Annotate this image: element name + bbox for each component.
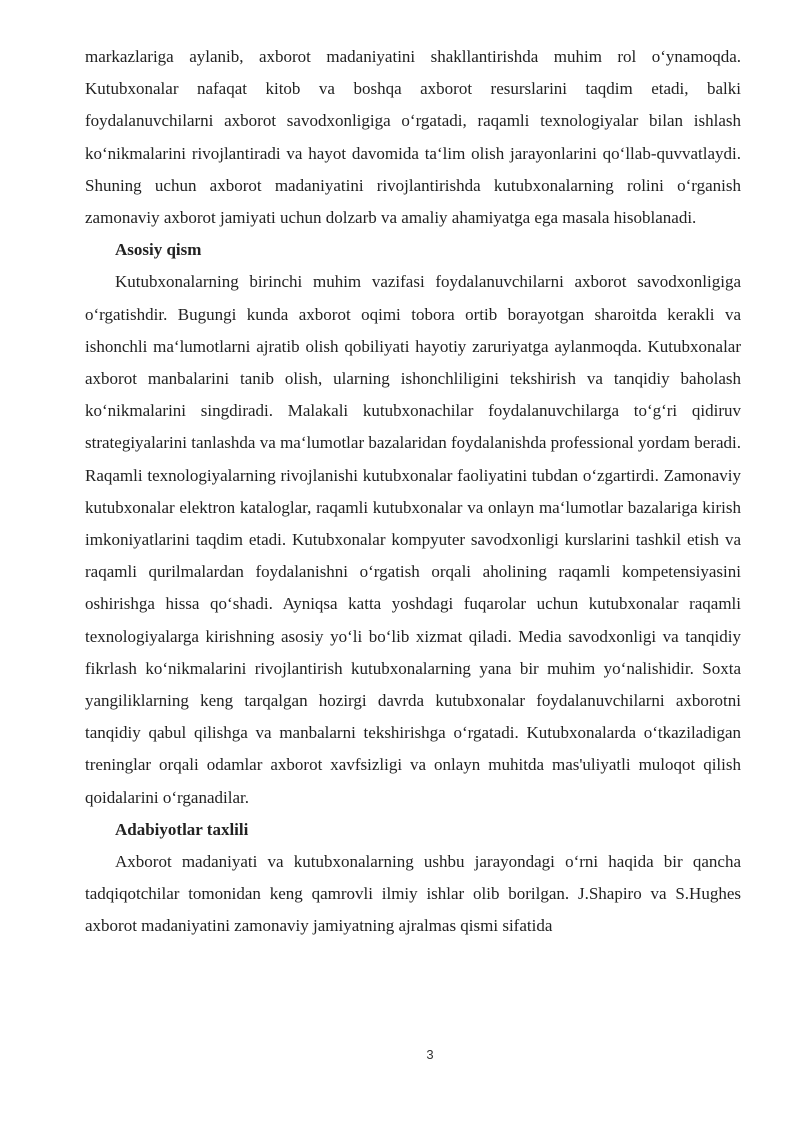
page-number: 3: [426, 1047, 434, 1062]
main-paragraph: Kutubxonalarning birinchi muhim vazifasi foydalanuvchilarni axborot savodxonligiga o‘rgatishdir. Bugungi kunda axborot oqimi tobora ortib borayotgan sharoitda kerakli va ishonchli ma‘lumotlarni ajratib olish qobiliyati hayotiy zaruriyatga aylanmoqda. Kutubxonalar axborot manbalarini tanib olish, ularning ishonchliligini tekshirish va tanqidiy baholash ko‘nikmalarini singdiradi. Malakali kutubxonachilar foydalanuvchilarga to‘g‘ri qidiruv strategiyalarini tanlashda va ma‘lumotlar bazalaridan foydalanishda professional yordam beradi. Raqamli texnologiyalarning rivojlanishi kutubxonalar faoliyatini tubdan o‘zgartirdi. Zamonaviy kutubxonalar elektron kataloglar, raqamli kutubxonalar va onlayn ma‘lumotlar bazalariga kirish imkoniyatlarini taqdim etadi. Kutubxonalar kompyuter savodxonligi kurslarini tashkil etish va raqamli qurilmalardan foydalanishni o‘rgatish orqali aholining raqamli kompetensiyasini oshirishga hissa qo‘shadi. Ayniqsa katta yoshdagi fuqarolar uchun kutubxonalar raqamli texnologiyalarga kirishning asosiy yo‘li bo‘lib xizmat qiladi. Media savodxonligi va tanqidiy fikrlash ko‘nikmalarini rivojlantirish kutubxonalarning yana bir muhim yo‘nalishidir. Soxta yangiliklarning keng tarqalgan hozirgi davrda kutubxonalar foydalanuvchilarni axborotni tanqidiy qabul qilishga va manbalarni tekshirishga o‘rgatadi. Kutubxonalarda o‘tkaziladigan treninglar orqali odamlar axborot xavfsizligi va onlayn muhitda mas'uliyatli muloqot qilish qoidalarini o‘rganadilar.: [85, 272, 741, 807]
section-heading-main: Asosiy qism: [115, 240, 202, 260]
literature-paragraph: Axborot madaniyati va kutubxonalarning ushbu jarayondagi o‘rni haqida bir qancha tadqiqotchilar tomonidan keng qamrovli ilmiy ishlar olib borilgan. J.Shapiro va S.Hughes axborot madaniyatini zamonaviy jamiyatning ajralmas qismi sifatida: [85, 852, 741, 936]
intro-paragraph: markazlariga aylanib, axborot madaniyatini shakllantirishda muhim rol o‘ynamoqda. Kutubxonalar nafaqat kitob va boshqa axborot resurslarini taqdim etadi, balki foydalanuvchilarni axborot savodxonligiga o‘rgatadi, raqamli texnologiyalar bilan ishlash ko‘nikmalarini rivojlantiradi va hayot davomida ta‘lim olish jarayonlarini qo‘llab-quvvatlaydi. Shuning uchun axborot madaniyatini rivojlantirishda kutubxonalarning rolini o‘rganish zamonaviy axborot jamiyati uchun dolzarb va amaliy ahamiyatga ega masala hisoblanadi.: [85, 47, 741, 228]
page-content: [85, 41, 741, 943]
section-heading-literature: Adabiyotlar taxlili: [115, 819, 249, 839]
